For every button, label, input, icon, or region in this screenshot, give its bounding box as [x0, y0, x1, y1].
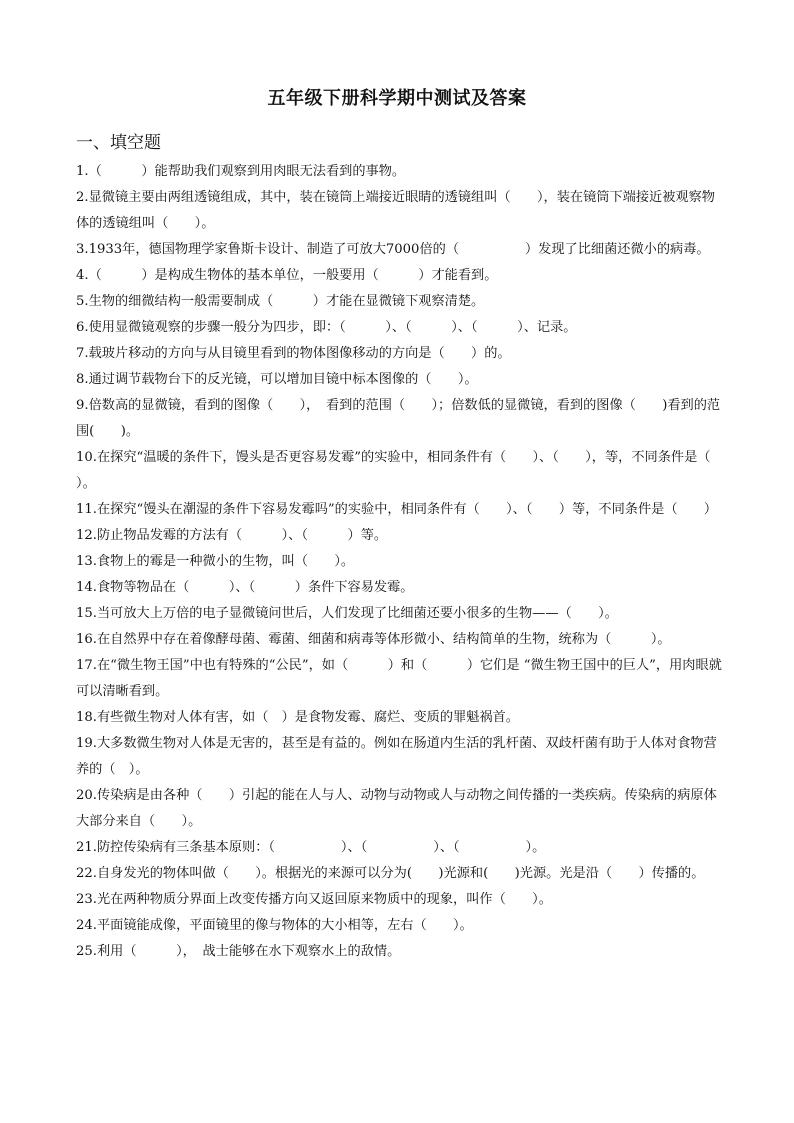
section-heading: 一、填空题: [76, 133, 161, 153]
question-item: 2.显微镜主要由两组透镜组成，其中，装在镜筒上端接近眼睛的透镜组叫（ ），装在镜筒下端接近被观察物体的透镜组叫（ ）。: [76, 190, 715, 231]
question-item: 20.传染病是由各种（ ）引起的能在人与人、动物与动物或人与动物之间传播的一类疾病。传染病的病原体大部分来自（ ）。: [76, 788, 717, 829]
question-item: 13.食物上的霉是一种微小的生物，叫（ ）。: [76, 554, 355, 569]
question-item: 5.生物的细微结构一般需要制成（ ）才能在显微镜下观察清楚。: [76, 294, 485, 309]
question-item: 21.防控传染病有三条基本原则：（ ）、（ ）、（ ）。: [76, 840, 546, 855]
page-title: 五年级下册科学期中测试及答案: [267, 88, 527, 109]
question-item: 4.（ ）是构成生物体的基本单位，一般要用（ ）才能看到。: [76, 268, 498, 283]
question-item: 25.利用（ ）， 战士能够在水下观察水上的敌情。: [76, 944, 401, 959]
question-item: 18.有些微生物对人体有害，如（ ）是食物发霉、腐烂、变质的罪魁祸首。: [76, 710, 519, 725]
question-item: 14.食物等物品在（ ）、（ ）条件下容易发霉。: [76, 580, 414, 595]
question-item: 19.大多数微生物对人体是无害的，甚至是有益的。例如在肠道内生活的乳杆菌、双歧杆菌有助于人体对食物营养的（ ）。: [76, 736, 717, 777]
question-item: 16.在自然界中存在着像酵母菌、霉菌、细菌和病毒等体形微小、结构简单的生物，统称为（ ）。: [76, 632, 671, 647]
question-item: 3.1933年，德国物理学家鲁斯卡设计、制造了可放大7000倍的（ ）发现了比细菌还微小的病毒。: [76, 242, 710, 257]
question-item: 9.倍数高的显微镜，看到的图像（ ）， 看到的范围（ ）；倍数低的显微镜，看到的图像（ )看到的范围( )。: [76, 398, 721, 439]
question-item: 15.当可放大上万倍的电子显微镜问世后，人们发现了比细菌还要小很多的生物——（ ）。: [76, 606, 618, 621]
question-item: 22.自身发光的物体叫做（ ）。根据光的来源可以分为( )光源和( )光源。光是沿（ ）传播的。: [76, 866, 705, 881]
question-item: 7.载玻片移动的方向与从目镜里看到的物体图像移动的方向是（ ）的。: [76, 346, 511, 361]
question-item: 10.在探究“温暖的条件下，馒头是否更容易发霉”的实验中，相同条件有（ ）、（ ），等，不同条件是（ ）。: [76, 450, 737, 491]
question-item: 23.光在两种物质分界面上改变传播方向又返回原来物质中的现象，叫作（ ）。: [76, 892, 552, 907]
question-item: 12.防止物品发霉的方法有（ ）、（ ）等。: [76, 528, 388, 543]
question-item: 17.在“微生物王国”中也有特殊的“公民”，如（ ）和（ ）它们是 “微生物王国中的巨人”，用肉眼就可以清晰看到。: [76, 658, 722, 699]
question-item: 1.（ ）能帮助我们观察到用肉眼无法看到的事物。: [76, 164, 406, 179]
question-item: 11.在探究“馒头在潮湿的条件下容易发霉吗”的实验中，相同条件有（ ）、（ ）等，不同条件是（ ）: [76, 502, 718, 517]
question-list: [76, 159, 737, 965]
question-item: 6.使用显微镜观察的步骤一般分为四步，即：（ ）、（ ）、（ ）、记录。: [76, 320, 577, 335]
question-item: 8.通过调节载物台下的反光镜，可以增加目镜中标本图像的（ ）。: [76, 372, 478, 387]
question-item: 24.平面镜能成像，平面镜里的像与物体的大小相等，左右（ ）。: [76, 918, 473, 933]
